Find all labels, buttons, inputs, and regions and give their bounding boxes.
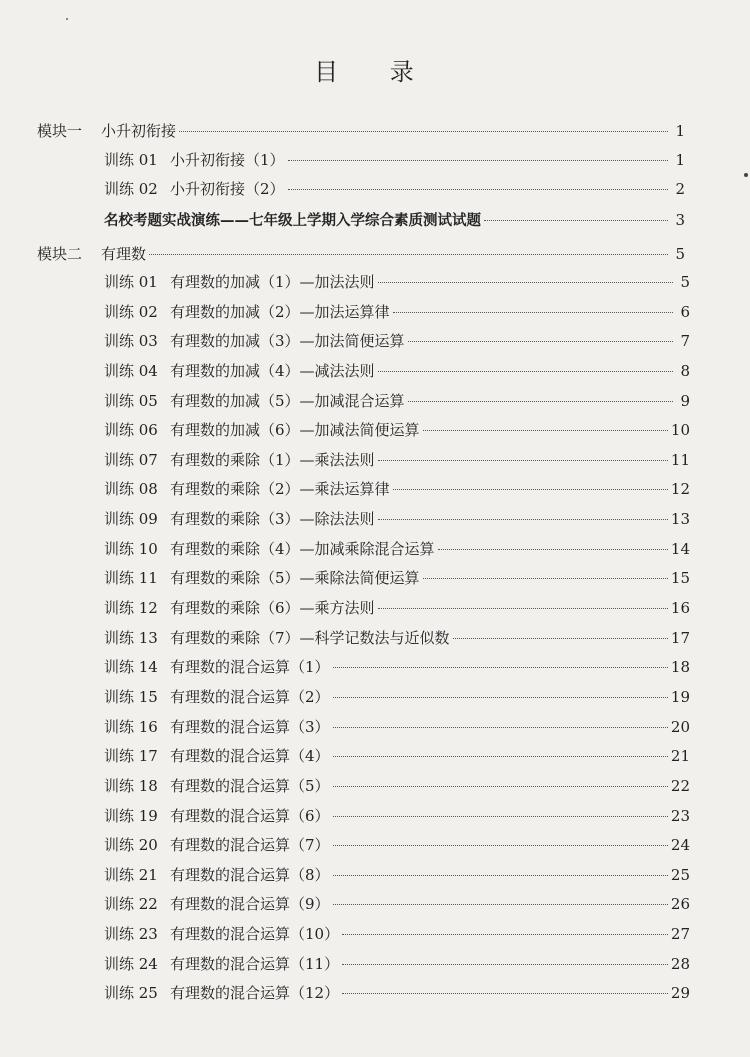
toc-entry[interactable] <box>104 657 690 677</box>
page-number: 5 <box>680 273 690 291</box>
entry-title: 有理数的混合运算（4） <box>170 747 330 765</box>
scan-dot <box>744 173 748 177</box>
dot-leader <box>393 312 673 313</box>
dot-leader <box>288 189 668 190</box>
toc-entry[interactable] <box>104 628 690 648</box>
entry-title: 有理数的加减（3）—加法简便运算 <box>170 332 405 350</box>
dot-leader <box>378 460 668 461</box>
toc-entry[interactable] <box>104 509 690 529</box>
entry-label: 训练 02 <box>104 303 158 321</box>
page-number: 14 <box>670 540 690 558</box>
module-title: 小升初衔接 <box>101 122 177 140</box>
entry-label: 训练 07 <box>104 451 158 469</box>
page-number: 11 <box>670 451 690 469</box>
toc-entry[interactable] <box>104 450 690 470</box>
page-number: 5 <box>675 245 685 263</box>
toc-entry[interactable] <box>104 865 690 885</box>
dot-leader <box>408 341 673 342</box>
page-number: 12 <box>670 480 690 498</box>
entry-label: 训练 24 <box>104 955 158 973</box>
dot-leader <box>333 697 668 698</box>
entry-title: 小升初衔接（2） <box>170 180 285 198</box>
entry-title: 有理数的混合运算（2） <box>170 688 330 706</box>
entry-label: 训练 03 <box>104 332 158 350</box>
entry-title: 有理数的加减（6）—加减法简便运算 <box>170 421 420 439</box>
entry-label: 训练 22 <box>104 895 158 913</box>
dot-leader <box>333 845 668 846</box>
entry-title: 有理数的混合运算（5） <box>170 777 330 795</box>
entry-title: 有理数的加减（4）—减法法则 <box>170 362 375 380</box>
dot-leader <box>378 519 668 520</box>
page-number: 6 <box>680 303 690 321</box>
page-number: 15 <box>670 569 690 587</box>
module-label: 模块二 <box>37 245 83 263</box>
toc-entry[interactable] <box>104 746 690 766</box>
entry-label: 训练 14 <box>104 658 158 676</box>
dot-leader <box>333 904 668 905</box>
entry-title: 有理数的乘除（7）—科学记数法与近似数 <box>170 629 450 647</box>
toc-module-1[interactable] <box>37 121 685 141</box>
page-number: 19 <box>670 688 690 706</box>
dot-leader <box>333 786 668 787</box>
entry-title: 有理数的加减（2）—加法运算律 <box>170 303 390 321</box>
entry-title: 有理数的加减（1）—加法法则 <box>170 273 375 291</box>
scan-speck <box>66 18 68 20</box>
page-number: 20 <box>670 718 690 736</box>
page-number: 8 <box>680 362 690 380</box>
page-number: 17 <box>670 629 690 647</box>
toc-entry[interactable] <box>104 302 690 322</box>
entry-title: 有理数的乘除（6）—乘方法则 <box>170 599 375 617</box>
toc-entry[interactable] <box>104 687 690 707</box>
entry-title: 有理数的乘除（2）—乘法运算律 <box>170 480 390 498</box>
toc-entry[interactable] <box>104 331 690 351</box>
entry-title: 有理数的混合运算（6） <box>170 807 330 825</box>
page-number: 13 <box>670 510 690 528</box>
entry-title: 有理数的混合运算（8） <box>170 866 330 884</box>
page-number: 29 <box>670 984 690 1002</box>
entry-label: 训练 04 <box>104 362 158 380</box>
page-number: 24 <box>670 836 690 854</box>
toc-entry[interactable] <box>104 420 690 440</box>
dot-leader <box>333 816 668 817</box>
entry-label: 训练 15 <box>104 688 158 706</box>
toc-entry[interactable] <box>104 479 690 499</box>
toc-entry[interactable] <box>104 179 685 199</box>
page-number: 28 <box>670 955 690 973</box>
entry-title: 有理数的混合运算（12） <box>170 984 340 1002</box>
dot-leader <box>438 549 668 550</box>
toc-entry[interactable] <box>104 894 690 914</box>
entry-label: 训练 01 <box>104 151 158 169</box>
entry-title: 有理数的乘除（1）—乘法法则 <box>170 451 375 469</box>
toc-entry[interactable] <box>104 361 690 381</box>
toc-entry[interactable] <box>104 776 690 796</box>
entry-title: 有理数的混合运算（10） <box>170 925 340 943</box>
dot-leader <box>484 220 668 221</box>
entry-label: 训练 01 <box>104 273 158 291</box>
entry-title: 有理数的混合运算（1） <box>170 658 330 676</box>
entry-label: 训练 09 <box>104 510 158 528</box>
toc-entry[interactable] <box>104 954 690 974</box>
module-label: 模块一 <box>37 122 83 140</box>
page-number: 2 <box>675 180 685 198</box>
dot-leader <box>288 160 668 161</box>
page-number: 3 <box>675 211 685 229</box>
entry-label: 训练 25 <box>104 984 158 1002</box>
page-number: 23 <box>670 807 690 825</box>
page-number: 16 <box>670 599 690 617</box>
dot-leader <box>179 131 668 132</box>
toc-entry[interactable] <box>104 983 690 1003</box>
dot-leader <box>408 401 673 402</box>
entry-label: 训练 17 <box>104 747 158 765</box>
toc-entry[interactable] <box>104 598 690 618</box>
dot-leader <box>423 578 668 579</box>
entry-title: 有理数的混合运算（3） <box>170 718 330 736</box>
toc-entry[interactable] <box>104 391 690 411</box>
dot-leader <box>378 608 668 609</box>
entry-label: 训练 08 <box>104 480 158 498</box>
dot-leader <box>378 371 673 372</box>
entry-title: 有理数的混合运算（7） <box>170 836 330 854</box>
dot-leader <box>423 430 668 431</box>
dot-leader <box>333 756 668 757</box>
entry-label: 训练 06 <box>104 421 158 439</box>
dot-leader <box>342 964 668 965</box>
toc-exam-entry[interactable] <box>104 210 685 231</box>
page-number: 1 <box>675 151 685 169</box>
entry-label: 训练 02 <box>104 180 158 198</box>
dot-leader <box>378 282 673 283</box>
page-number: 21 <box>670 747 690 765</box>
exam-title: 名校考题实战演练——七年级上学期入学综合素质测试试题 <box>104 213 481 229</box>
page-number: 1 <box>675 122 685 140</box>
entry-title: 有理数的加减（5）—加减混合运算 <box>170 392 405 410</box>
dot-leader <box>453 638 668 639</box>
page-number: 18 <box>670 658 690 676</box>
module-title: 有理数 <box>101 245 147 263</box>
entry-title: 有理数的混合运算（11） <box>170 955 340 973</box>
page-number: 25 <box>670 866 690 884</box>
toc-entry[interactable] <box>104 568 690 588</box>
page-number: 7 <box>680 332 690 350</box>
entry-label: 训练 05 <box>104 392 158 410</box>
dot-leader <box>342 934 668 935</box>
entry-title: 有理数的乘除（5）—乘除法简便运算 <box>170 569 420 587</box>
toc-entry[interactable] <box>104 924 690 944</box>
entry-label: 训练 19 <box>104 807 158 825</box>
page-number: 26 <box>670 895 690 913</box>
toc-module-2[interactable] <box>37 244 685 264</box>
toc-entry[interactable] <box>104 272 690 292</box>
page-number: 10 <box>670 421 690 439</box>
dot-leader <box>342 993 668 994</box>
entry-label: 训练 11 <box>104 569 158 587</box>
dot-leader <box>393 489 668 490</box>
toc-entry[interactable] <box>104 150 685 170</box>
toc-entry[interactable] <box>104 806 690 826</box>
entry-label: 训练 10 <box>104 540 158 558</box>
dot-leader <box>149 254 668 255</box>
entry-label: 训练 23 <box>104 925 158 943</box>
entry-title: 有理数的乘除（3）—除法法则 <box>170 510 375 528</box>
entry-label: 训练 21 <box>104 866 158 884</box>
toc-entry[interactable] <box>104 717 690 737</box>
dot-leader <box>333 667 668 668</box>
entry-title: 小升初衔接（1） <box>170 151 285 169</box>
toc-entry[interactable] <box>104 539 690 559</box>
entry-title: 有理数的乘除（4）—加减乘除混合运算 <box>170 540 435 558</box>
toc-entry[interactable] <box>104 835 690 855</box>
entry-label: 训练 18 <box>104 777 158 795</box>
entry-label: 训练 20 <box>104 836 158 854</box>
dot-leader <box>333 727 668 728</box>
entry-label: 训练 13 <box>104 629 158 647</box>
dot-leader <box>333 875 668 876</box>
entry-label: 训练 16 <box>104 718 158 736</box>
page-number: 22 <box>670 777 690 795</box>
page-number: 9 <box>680 392 690 410</box>
page-title: 目 录 <box>314 58 436 86</box>
entry-title: 有理数的混合运算（9） <box>170 895 330 913</box>
page-number: 27 <box>670 925 690 943</box>
entry-label: 训练 12 <box>104 599 158 617</box>
